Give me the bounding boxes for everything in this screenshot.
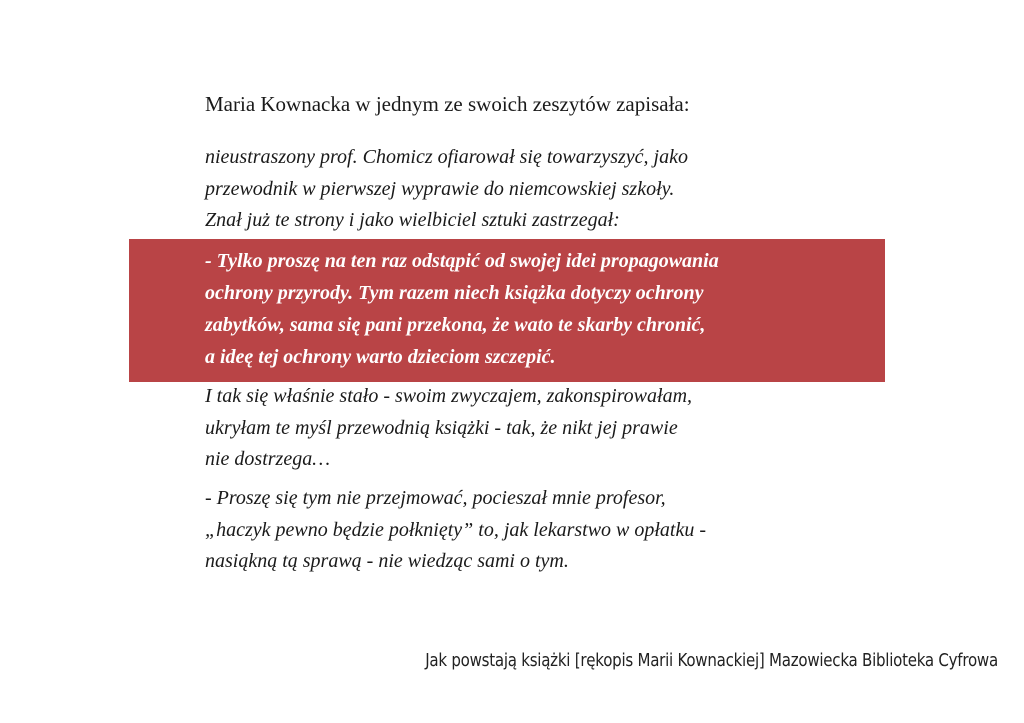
quote-line: ukryłam te myśl przewodnią książki - tak, że nikt jej prawie (205, 416, 678, 439)
quote-line: przewodnik w pierwszej wyprawie do niemcowskiej szkoły. (205, 177, 675, 200)
quote-line: nie dostrzega… (205, 448, 330, 470)
quote-paragraph-3 (205, 381, 692, 476)
quote-paragraph-1 (205, 142, 688, 237)
intro-text: Maria Kownacka w jednym ze swoich zeszytów zapisała: (205, 92, 690, 116)
source-caption: Jak powstają książki [rękopis Marii Kownackiej] Mazowiecka Biblioteka Cyfrowa (425, 651, 998, 671)
quote-line: Znał już te strony i jako wielbiciel sztuki zastrzegał: (205, 209, 620, 231)
highlighted-line: - Tylko proszę na ten raz odstąpić od swojej idei propagowania (205, 250, 719, 272)
quote-line: I tak się właśnie stało - swoim zwyczajem, zakonspirowałam, (205, 385, 693, 407)
quote-paragraph-4 (205, 483, 706, 578)
highlighted-quote-paragraph (205, 245, 719, 373)
highlighted-line: a ideę tej ochrony warto dzieciom szczepić. (205, 346, 556, 368)
highlighted-line: zabytków, sama się pani przekona, że wato te skarby chronić, (205, 314, 706, 336)
quote-line: - Proszę się tym nie przejmować, pocieszał mnie profesor, (205, 487, 666, 509)
quote-line: „haczyk pewno będzie połknięty” to, jak lekarstwo w opłatku - (205, 518, 707, 541)
highlighted-line: ochrony przyrody. Tym razem niech książka dotyczy ochrony (205, 282, 704, 304)
quote-line: nasiąkną tą sprawą - nie wiedząc sami o tym. (205, 550, 569, 572)
quote-line: nieustraszony prof. Chomicz ofiarował się towarzyszyć, jako (205, 146, 688, 168)
